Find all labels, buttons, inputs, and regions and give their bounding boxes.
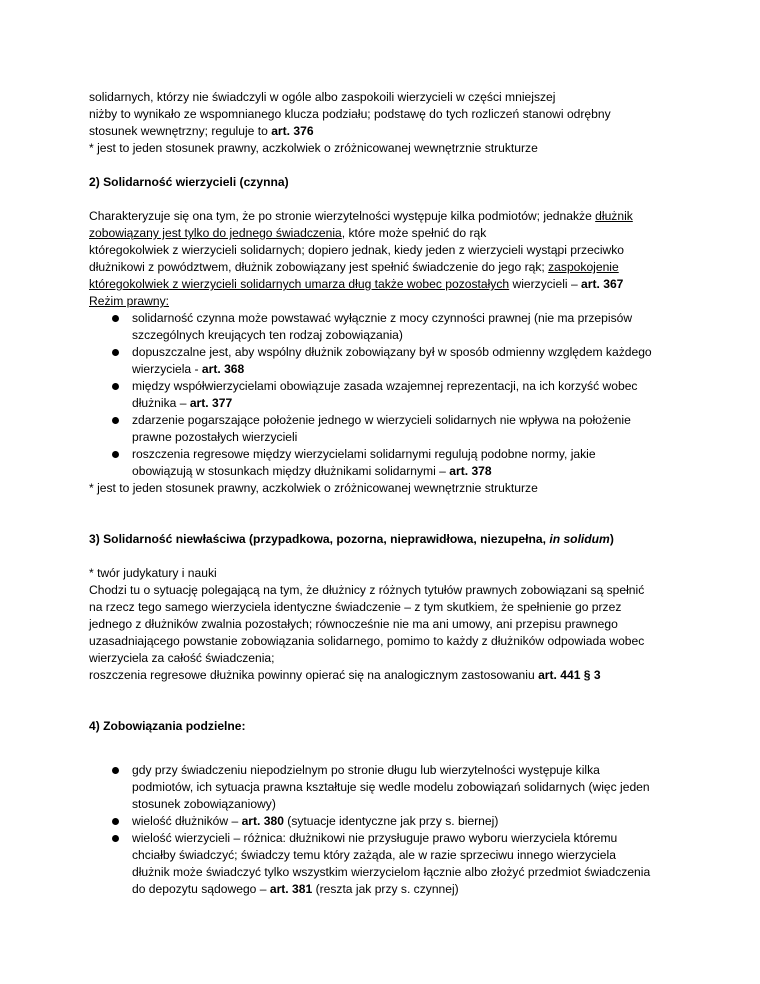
text-span: wierzycieli –	[509, 277, 582, 291]
section-4-heading: 4) Zobowiązania podzielne:	[89, 719, 246, 733]
underlined-text: dłużnik	[595, 209, 633, 223]
text-span: wierzyciela -	[132, 362, 202, 376]
text-span: dłużnika –	[132, 396, 190, 410]
underlined-text: zobowiązany jest tylko do jednego świadczenia	[89, 226, 342, 240]
list-item-line: chciałby świadczyć; świadczy temu który zażąda, ale w razie sprzeciwu innego wierzyciela	[132, 848, 616, 862]
list-item-line	[132, 395, 689, 412]
text-span: roszczenia regresowe dłużnika powinny opierać się na analogicznym zastosowaniu	[89, 668, 539, 682]
text-span: do depozytu sądowego –	[132, 882, 270, 896]
bullet-icon	[112, 835, 119, 842]
text-span: prawne pozostałych wierzycieli	[132, 430, 298, 444]
list-item-line: roszczenia regresowe między wierzycielami solidarnymi regulują podobne normy, jakie	[132, 447, 596, 461]
section-2-para-line-3: któregokolwiek z wierzycieli solidarnych; dopiero jednak, kiedy jeden z wierzycieli wystąpi przeciwko	[89, 243, 625, 257]
section-2-para-line-1	[89, 208, 689, 225]
underlined-text: zaspokojenie	[548, 260, 619, 274]
section-3-last-line	[89, 667, 689, 684]
list-item-line: podmiotów, ich sytuacja prawna kształtuje się wedle modelu zobowiązań solidarnych (więc jeden	[132, 780, 650, 794]
article-ref: art. 367	[581, 277, 624, 291]
list-item-line: dłużnik może świadczyć tylko wszystkim wierzycielom łącznie albo złożyć przedmiot świadczenia	[132, 865, 651, 879]
list-item-line: stosunek zobowiązaniowy)	[132, 797, 276, 811]
list-item	[89, 813, 689, 830]
list-item-line	[132, 813, 689, 830]
text-span: 3) Solidarność niewłaściwa (przypadkowa, pozorna, nieprawidłowa, niezupełna,	[89, 532, 550, 546]
article-ref: art. 368	[201, 362, 245, 376]
bullet-icon	[112, 315, 119, 322]
section-3-line: uzasadniającego powstanie zobowiązania solidarnego, pomimo to każdy z dłużników odpowiada wobec	[89, 634, 645, 648]
list-item	[89, 446, 689, 480]
list-item-line: gdy przy świadczeniu niepodzielnym po stronie długu lub wierzytelności występuje kilka	[132, 763, 600, 777]
section-2-note: * jest to jeden stosunek prawny, aczkolwiek o zróżnicowanej wewnętrznie strukturze	[89, 481, 538, 495]
section-2-para-line-5	[89, 276, 689, 293]
list-item	[89, 412, 689, 446]
section-2-bullet-list	[89, 310, 689, 480]
intro-line-3-text: stosunek wewnętrzny; reguluje to	[89, 124, 272, 138]
text-span: (reszta jak przy s. czynnej)	[312, 882, 459, 896]
bullet-icon	[112, 383, 119, 390]
underlined-text: Reżim prawny:	[89, 294, 169, 308]
section-2-heading: 2) Solidarność wierzycieli (czynna)	[89, 175, 289, 189]
bullet-icon	[112, 767, 119, 774]
text-span: Charakteryzuje się ona tym, że po stronie wierzytelności występuje kilka podmiotów; jednakże	[89, 209, 596, 223]
bullet-icon	[112, 818, 119, 825]
article-ref: art. 380	[241, 814, 284, 828]
intro-line-1: solidarnych, którzy nie świadczyli w ogóle albo zaspokoili wierzycieli w części mniejszej	[89, 90, 556, 104]
section-3-subnote: * twór judykatury i nauki	[89, 566, 217, 580]
italic-text: in solidum	[549, 532, 610, 546]
list-item	[89, 378, 689, 412]
list-item	[89, 344, 689, 378]
article-ref: art. 441 § 3	[538, 668, 601, 682]
text-span: obowiązują w stosunkach między dłużnikami solidarnymi –	[132, 464, 450, 478]
list-item	[89, 830, 689, 898]
section-2-para-line-2	[89, 225, 689, 242]
regime-label	[89, 293, 689, 310]
intro-line-3	[89, 123, 689, 140]
list-item-line	[132, 429, 689, 446]
article-ref: art. 376	[271, 124, 314, 138]
underlined-text: któregokolwiek z wierzycieli solidarnych umarza dług także wobec pozostałych	[89, 277, 510, 291]
section-3-heading	[89, 531, 689, 548]
document-content	[89, 89, 689, 898]
intro-line-2: niżby to wynikało ze wspomnianego klucza podziału; podstawę do tych rozliczeń stanowi odrębny	[89, 107, 611, 121]
bullet-icon	[112, 451, 119, 458]
text-span: (sytuacje identyczne jak przy s. biernej)	[283, 814, 499, 828]
list-item-line	[132, 327, 689, 344]
section-3-line: Chodzi tu o sytuację polegającą na tym, że dłużnicy z różnych tytułów prawnych zobowiązani są spełnić	[89, 583, 645, 597]
section-4-bullet-list	[89, 762, 689, 898]
list-item-line: solidarność czynna może powstawać wyłącznie z mocy czynności prawnej (nie ma przepisów	[132, 311, 633, 325]
list-item-line: dopuszczalne jest, aby wspólny dłużnik zobowiązany był w sposób odmienny względem każdego	[132, 345, 652, 359]
text-span: szczególnych kreujących ten rodzaj zobowiązania)	[132, 328, 403, 342]
section-3-line: wierzyciela za całość świadczenia;	[89, 651, 275, 665]
list-item-line: wielość wierzycieli – różnica: dłużnikowi nie przysługuje prawo wyboru wierzyciela któremu	[132, 831, 618, 845]
section-3-line: na rzecz tego samego wierzyciela identyczne świadczenie – z tym skutkiem, że spełnienie go przez	[89, 600, 622, 614]
section-3-line: jednego z dłużników zwalnia pozostałych; równocześnie nie ma ani umowy, ani przepisu prawnego	[89, 617, 618, 631]
list-item-line	[132, 361, 689, 378]
article-ref: art. 377	[189, 396, 233, 410]
text-span: wielość dłużników –	[132, 814, 242, 828]
bullet-icon	[112, 417, 119, 424]
intro-note: * jest to jeden stosunek prawny, aczkolwiek o zróżnicowanej wewnętrznie strukturze	[89, 141, 538, 155]
list-item	[89, 310, 689, 344]
text-span: )	[609, 532, 614, 546]
list-item-line: między współwierzycielami obowiązuje zasada wzajemnej reprezentacji, na ich korzyść wobec	[132, 379, 638, 393]
text-span: dłużnikowi z powództwem, dłużnik zobowiązany jest spełnić świadczenie do jego rąk;	[89, 260, 549, 274]
bullet-icon	[112, 349, 119, 356]
article-ref: art. 381	[269, 882, 313, 896]
article-ref: art. 378	[449, 464, 492, 478]
list-item-line	[132, 881, 689, 898]
text-span: , które może spełnić do rąk	[341, 226, 487, 240]
list-item-line: zdarzenie pogarszające położenie jednego w wierzycieli solidarnych nie wpływa na położenie	[132, 413, 631, 427]
list-item-line	[132, 463, 689, 480]
section-2-para-line-4	[89, 259, 689, 276]
list-item	[89, 762, 689, 813]
